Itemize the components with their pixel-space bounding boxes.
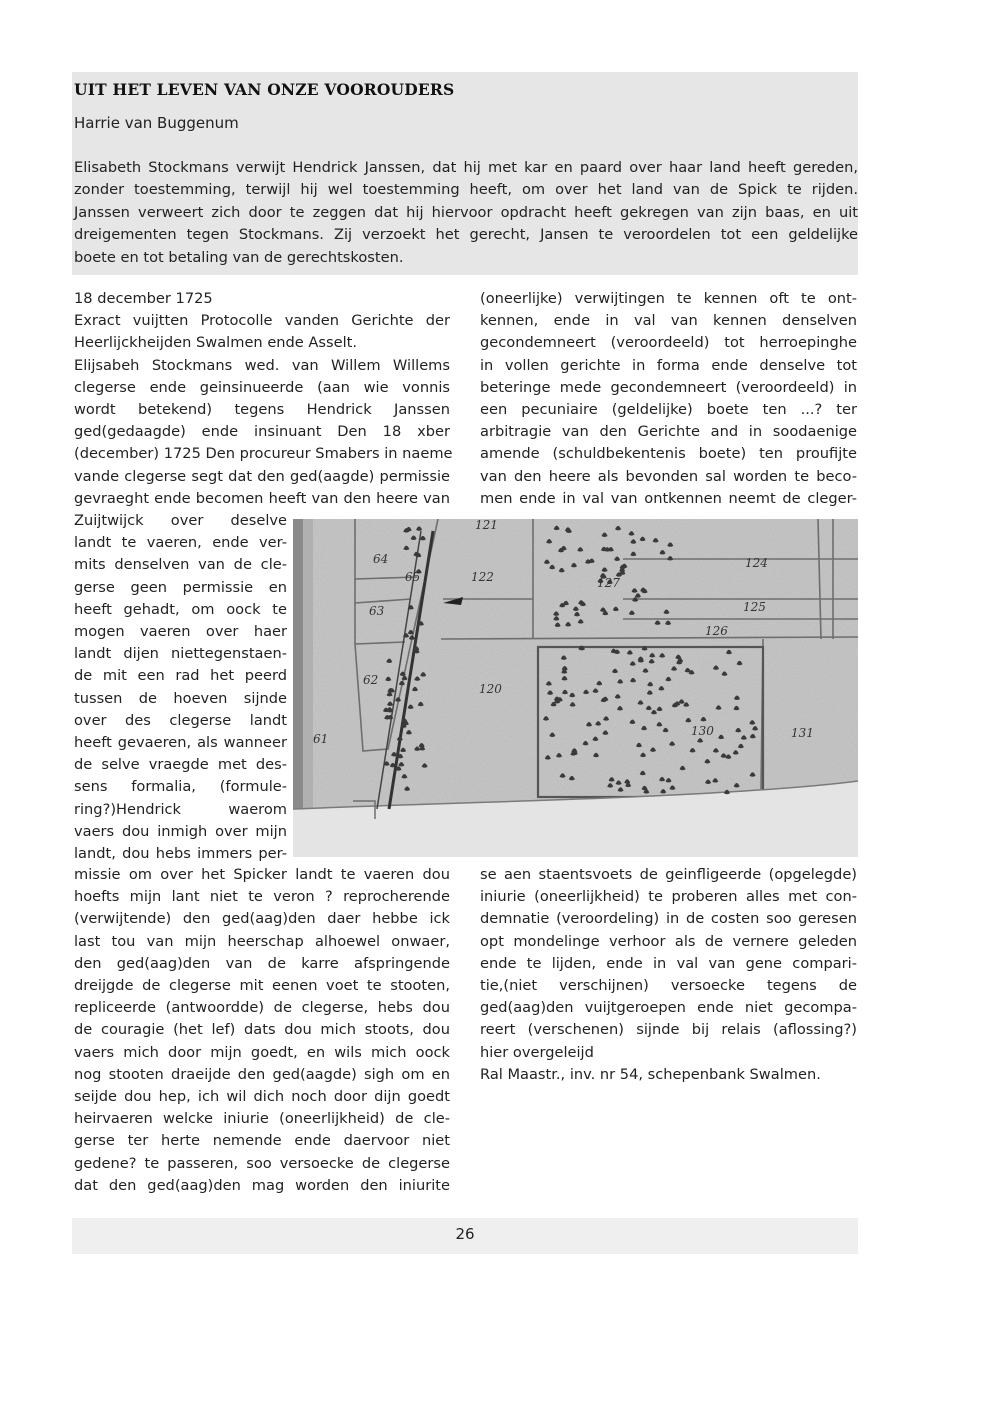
map-parcel-number: 124 bbox=[745, 556, 768, 570]
body-text-line: heeft gevaeren, als wanneer bbox=[74, 734, 287, 752]
body-text-line: heeft gehadt, om oock te bbox=[74, 600, 287, 618]
left-column-bottom bbox=[74, 864, 450, 1197]
map-parcel-number: 120 bbox=[479, 682, 502, 696]
intro-paragraph bbox=[74, 157, 858, 269]
body-text-line: over des clegerse landt bbox=[74, 711, 287, 729]
right-column-bottom bbox=[480, 864, 857, 1086]
body-text-line: tie,(niet verschijnen) versoecke tegens de bbox=[480, 977, 857, 995]
body-text-line: nog stooten draeijde den ged(aagde) sigh om en bbox=[74, 1065, 450, 1083]
body-text-line: landt dijen niettegenstaen- bbox=[74, 645, 287, 663]
article-author: Harrie van Buggenum bbox=[74, 114, 239, 132]
body-text-line: beteringe mede gecondemneert (veroordeeld) in bbox=[480, 378, 857, 396]
map-parcel-number: 126 bbox=[705, 624, 728, 638]
body-text-line: demnatie (veroordeling) in de costen soo geresen bbox=[480, 910, 857, 928]
left-column-top bbox=[74, 288, 453, 510]
map-parcel-number: 63 bbox=[369, 604, 385, 618]
body-text-line: 18 december 1725 bbox=[74, 290, 213, 307]
intro-line: Elisabeth Stockmans verwijt Hendrick Janssen, dat hij met kar en paard over haar land heeft gereden, bbox=[74, 159, 858, 176]
body-text-line: last tou van mijn heerschap alhoewel onwaer, bbox=[74, 932, 450, 950]
body-text-line: (verwijtende) den ged(aag)den daer hebbe ick bbox=[74, 910, 450, 928]
body-text-line: seijde dou hep, ich wil dich noch door dijn goedt bbox=[74, 1088, 450, 1106]
body-text-line: dat den ged(aag)den mag worden den iniurite bbox=[74, 1176, 450, 1194]
map-parcel-number: 65 bbox=[405, 570, 421, 584]
body-text-line: arbitragie van den Gerichte and in soodaenige bbox=[480, 423, 857, 441]
intro-line: zonder toestemming, terwijl hij wel toestemming heeft, om over het land van de Spick te rijden. bbox=[74, 181, 858, 199]
map-parcel-number: 131 bbox=[791, 726, 814, 740]
body-text-line: mits denselven van de cle- bbox=[74, 556, 287, 574]
body-text-line: se aen staentsvoets de geinfligeerde (opgelegde) bbox=[480, 866, 857, 883]
intro-line: Janssen verweert zich door te zeggen dat hij hiervoor opdracht heeft gekregen van zijn baas, en uit bbox=[74, 203, 858, 221]
body-text-line: landt, dou hebs immers per- bbox=[74, 845, 287, 863]
body-text-line: Zuijtwijck over deselve bbox=[74, 512, 287, 529]
body-text-line: in vollen gerichte in forma ende denselve tot bbox=[480, 356, 857, 374]
body-text-line: gedene? te passeren, soo versoecke de clegerse bbox=[74, 1154, 450, 1172]
body-text-line: de selve vraegde met des- bbox=[74, 756, 287, 774]
body-text-line: opt mondelinge verhoor als de vernere geleden bbox=[480, 932, 857, 950]
body-text-line: heirvaeren welcke iniurie (oneerlijkheid) de cle- bbox=[74, 1110, 450, 1128]
map-parcel-number: 62 bbox=[363, 673, 379, 687]
body-text-line: missie om over het Spicker landt te vaeren dou bbox=[74, 866, 450, 883]
body-text-line: gecondemneert (veroordeeld) tot herroepinghe bbox=[480, 334, 857, 352]
body-text-line: (oneerlijke) verwijtingen te kennen oft te ont- bbox=[480, 290, 857, 307]
body-text-line: kennen, ende in val van kennen denselven bbox=[480, 312, 857, 330]
map-parcel-number: 130 bbox=[691, 724, 714, 738]
body-text-line: hoefts mijn lant niet te veron ? reprocherende bbox=[74, 888, 450, 906]
article-title: UIT HET LEVEN VAN ONZE VOOROUDERS bbox=[74, 80, 455, 99]
body-text-line: reert (verschenen) sijnde bij relais (aflossing?) bbox=[480, 1021, 857, 1039]
cadastral-map-image bbox=[293, 519, 858, 857]
body-text-line: landt te vaeren, ende ver- bbox=[74, 534, 287, 552]
body-text-line: ged(gedaagde) ende insinuant Den 18 xber bbox=[74, 423, 450, 441]
map-parcel-number: 125 bbox=[743, 600, 766, 614]
body-text-line: sens formalia, (formule- bbox=[74, 778, 287, 796]
body-text-line: Ral Maastr., inv. nr 54, schepenbank Swalmen. bbox=[480, 1065, 821, 1083]
body-text-line: gerse geen permissie en bbox=[74, 578, 287, 596]
body-text-line: men ende in val van ontkennen neemt de cleger- bbox=[480, 489, 857, 507]
body-text-line: de couragie (het lef) dats dou mich stoots, dou bbox=[74, 1021, 450, 1039]
body-text-line: den ged(aag)den van de karre afspringende bbox=[74, 954, 450, 972]
body-text-line: vaers mich door mijn goedt, en wils mich oock bbox=[74, 1043, 450, 1061]
intro-line: boete en tot betaling van de gerechtskosten. bbox=[74, 248, 404, 266]
body-text-line: Heerlijckheijden Swalmen ende Asselt. bbox=[74, 334, 358, 352]
body-text-line: vande clegerse segt dat den ged(aagde) permissie bbox=[74, 467, 450, 485]
body-text-line: een pecuniaire (geldelijke) boete ten ...? ter bbox=[480, 401, 857, 419]
body-text-line: Exract vuijtten Protocolle vanden Gerichte der bbox=[74, 312, 450, 330]
body-text-line: iniurie (oneerlijkheid) te proberen alles met con- bbox=[480, 888, 857, 906]
body-text-line: gevraeght ende becomen heeft van den heere van bbox=[74, 489, 450, 507]
body-text-line: Elijsabeh Stockmans wed. van Willem Willems bbox=[74, 356, 450, 374]
left-column-narrow bbox=[74, 510, 287, 865]
body-text-line: ende te lijden, ende in val van gene compari- bbox=[480, 954, 857, 972]
body-text-line: vaers dou inmigh over mijn bbox=[74, 822, 287, 840]
body-text-line: ged(aag)den vuijtgeroepen ende niet gecompa- bbox=[480, 999, 857, 1017]
body-text-line: wordt betekend) tegens Hendrick Janssen bbox=[74, 401, 450, 419]
body-text-line: repliceerde (antwoordde) de clegerse, hebs dou bbox=[74, 999, 450, 1017]
body-text-line: hier overgeleijd bbox=[480, 1043, 594, 1061]
map-parcel-number: 127 bbox=[597, 576, 620, 590]
body-text-line: amende (schuldbekentenis boete) ten proufijte bbox=[480, 445, 857, 463]
body-text-line: van den heere als bevonden sal worden te beco- bbox=[480, 467, 857, 485]
body-text-line: (december) 1725 Den procureur Smabers in naeme bbox=[74, 445, 453, 463]
map-parcel-number: 64 bbox=[373, 552, 389, 566]
page-number: 26 bbox=[455, 1225, 475, 1243]
cadastral-map-drawing bbox=[293, 519, 858, 857]
body-text-line: de mit een rad het peerd bbox=[74, 667, 287, 685]
map-parcel-number: 61 bbox=[313, 732, 329, 746]
body-text-line: mogen vaeren over haer bbox=[74, 623, 287, 641]
body-text-line: dreijgde de clegerse mit eenen voet te stooten, bbox=[74, 977, 450, 995]
right-column-top bbox=[480, 288, 857, 510]
map-parcel-number: 122 bbox=[471, 570, 494, 584]
body-text-line: ring?)Hendrick waerom bbox=[74, 800, 287, 818]
map-parcel-number: 121 bbox=[475, 519, 498, 532]
intro-line: dreigementen tegen Stockmans. Zij verzoekt het gerecht, Jansen te veroordelen tot een geldelijke bbox=[74, 226, 858, 244]
body-text-line: tussen de hoeven sijnde bbox=[74, 689, 287, 707]
body-text-line: clegerse ende geinsinueerde (aan wie vonnis bbox=[74, 378, 450, 396]
body-text-line: gerse ter herte nemende ende daervoor niet bbox=[74, 1132, 450, 1150]
